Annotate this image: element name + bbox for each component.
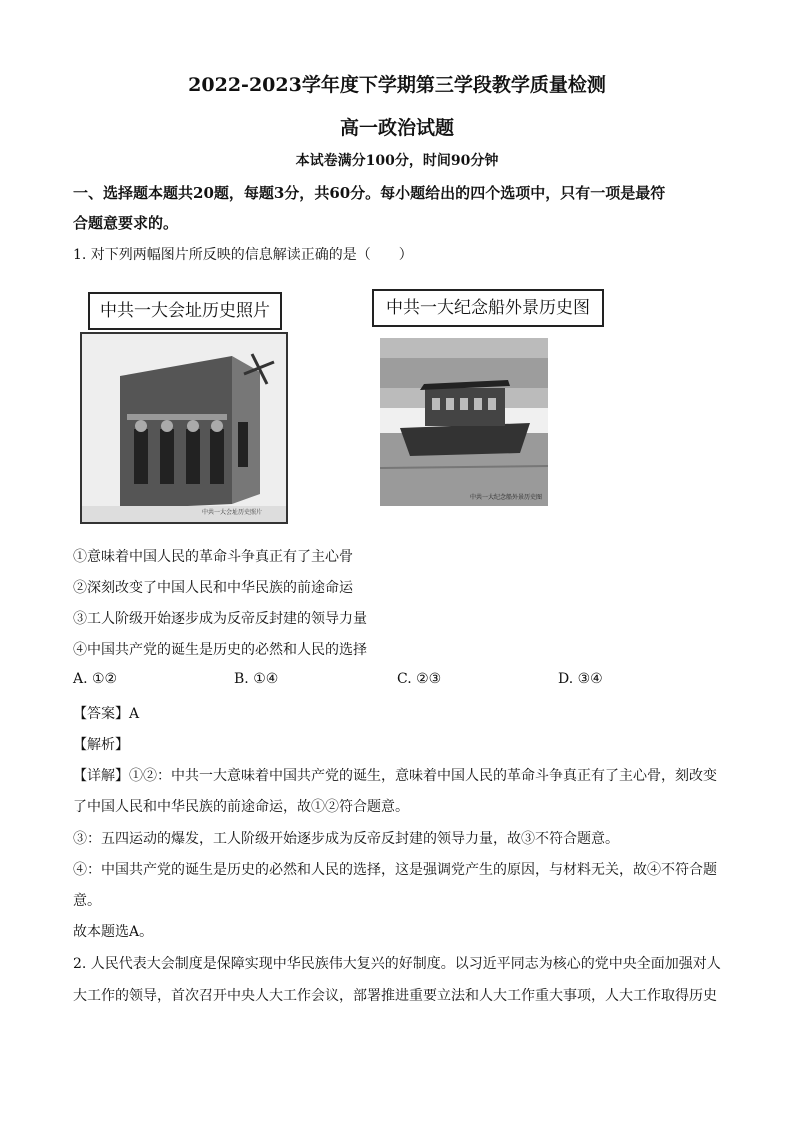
boat-illustration bbox=[380, 338, 548, 506]
image1-photo bbox=[80, 332, 288, 524]
detail-line-2: 了中国人民和中华民族的前途命运，故①②符合题意。 bbox=[73, 799, 409, 815]
image2-inner-caption: 中共一大纪念船外景历史图 bbox=[470, 494, 543, 501]
image1-caption: 中共一大会址历史照片 bbox=[88, 292, 282, 330]
image2-caption: 中共一大纪念船外景历史图 bbox=[372, 289, 604, 327]
option-c: C. ②③ bbox=[397, 671, 442, 687]
option-b: B. ①④ bbox=[234, 671, 279, 687]
statement-4: ④中国共产党的诞生是历史的必然和人民的选择 bbox=[73, 642, 367, 658]
option-d: D. ③④ bbox=[558, 671, 603, 687]
analysis-label: 【解析】 bbox=[73, 737, 129, 753]
question-1-stem: 1. 对下列两幅图片所反映的信息解读正确的是（ ） bbox=[73, 247, 413, 263]
statement-3: ③工人阶级开始逐步成为反帝反封建的领导力量 bbox=[73, 611, 367, 627]
question-2-line-1: 2. 人民代表大会制度是保障实现中华民族伟大复兴的好制度。以习近平同志为核心的党中央全面加强对人 bbox=[73, 956, 721, 972]
exam-info: 本试卷满分100分，时间90分钟 bbox=[295, 153, 499, 169]
image2-photo bbox=[380, 338, 548, 506]
subject-title: 高一政治试题 bbox=[339, 117, 454, 139]
building-illustration bbox=[82, 334, 286, 522]
answer-label: 【答案】A bbox=[73, 706, 140, 722]
detail-line-3: ③：五四运动的爆发，工人阶级开始逐步成为反帝反封建的领导力量，故③不符合题意。 bbox=[73, 831, 619, 847]
question-2-line-2: 大工作的领导，首次召开中央人大工作会议，部署推进重要立法和人大工作重大事项，人大工作取得历史 bbox=[73, 988, 717, 1004]
section-heading-line1: 一、选择题本题共20题，每题3分，共60分。每小题给出的四个选项中，只有一项是最符 bbox=[73, 184, 666, 202]
option-a: A. ①② bbox=[73, 671, 118, 687]
image1-inner-caption: 中共一大会址历史照片 bbox=[202, 509, 263, 516]
statement-2: ②深刻改变了中国人民和中华民族的前途命运 bbox=[73, 580, 353, 596]
exam-title: 2022-2023学年度下学期第三学段教学质量检测 bbox=[188, 74, 606, 96]
detail-line-4: ④：中国共产党的诞生是历史的必然和人民的选择，这是强调党产生的原因，与材料无关，故④不符合题 bbox=[73, 862, 717, 878]
detail-line-1: 【详解】①②：中共一大意味着中国共产党的诞生，意味着中国人民的革命斗争真正有了主心骨，刻改变 bbox=[73, 768, 717, 784]
detail-line-6: 故本题选A。 bbox=[73, 924, 154, 940]
statement-1: ①意味着中国人民的革命斗争真正有了主心骨 bbox=[73, 549, 353, 565]
section-heading-line2: 合题意要求的。 bbox=[73, 214, 179, 232]
detail-line-5: 意。 bbox=[73, 893, 101, 909]
